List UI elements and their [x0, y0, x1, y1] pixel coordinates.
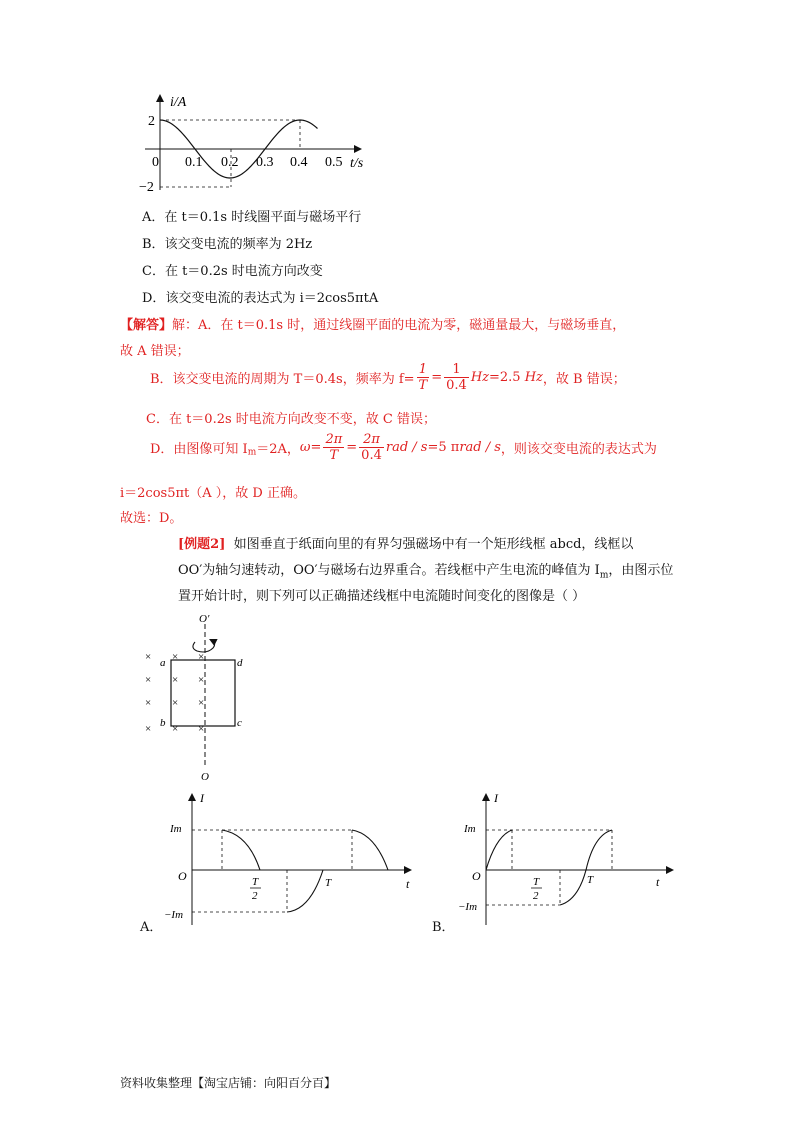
field-cross-9: ×: [145, 723, 152, 735]
x-tick-0.1: 0.1: [185, 155, 203, 170]
corner-a: a: [160, 657, 166, 669]
y-tick-2: 2: [148, 114, 155, 129]
graph-a: [160, 790, 420, 930]
example2-line2: OO′为轴匀速转动，OO′与磁场右边界重合。若线框中产生电流的峰值为 $I_m$，由图示位: [178, 563, 674, 581]
graph-b-y-label: I: [494, 791, 498, 805]
x-tick-0.2: 0.2: [221, 155, 239, 170]
answer-line-b: B．该交变电流的周期为 T＝0.4s，频率为 f= $\frac{1}{T}$ = $\frac{1}{0.4}$ Hz=2.5 Hz，故 B 错误；: [150, 362, 626, 393]
graph-a-x-label: t: [406, 877, 410, 891]
x-tick-0.4: 0.4: [290, 155, 308, 170]
graph-b-neg-im: −Im: [458, 901, 478, 913]
graph-b-half-t: T: [533, 876, 540, 888]
corner-b: b: [160, 717, 166, 729]
field-cross-1: ×: [172, 651, 179, 663]
graph-a-T: T: [325, 877, 332, 889]
corner-c: c: [237, 717, 242, 729]
option-a: A．在 t＝0.1s 时线圈平面与磁场平行: [142, 210, 362, 225]
graph-b-im: Im: [464, 823, 476, 835]
field-cross-8: ×: [198, 697, 205, 709]
graph-a-curve-2: [287, 870, 323, 912]
x-tick-0.5: 0.5: [325, 155, 343, 170]
graph-b-T: T: [587, 874, 594, 886]
answer-choice: 故选：D。: [120, 511, 183, 526]
field-cross-2: ×: [198, 651, 205, 663]
example2-line3: 置开始计时，则下列可以正确描述线框中电流随时间变化的图像是（ ）: [178, 589, 586, 604]
x-tick-0.3: 0.3: [256, 155, 274, 170]
current-time-graph: [135, 90, 385, 205]
field-cross-7: ×: [172, 697, 179, 709]
field-cross-5: ×: [198, 674, 205, 686]
coil-rectangle: [171, 660, 235, 726]
axis-label-bottom: O: [201, 771, 209, 783]
graph-a-label: A．: [140, 920, 163, 935]
answer-line-a: 【解答】解：A．在 t＝0.1s 时，通过线圈平面的电流为零，磁通量最大，与磁场垂直，: [120, 318, 626, 333]
answer-line-c: C．在 t＝0.2s 时电流方向改变不变，故 C 错误；: [146, 412, 436, 427]
field-cross-10: ×: [172, 723, 179, 735]
graph-b-curve-1: [486, 830, 512, 870]
graph-b-label: B．: [432, 920, 455, 935]
footer-text: 资料收集整理【淘宝店铺：向阳百分百】: [120, 1076, 337, 1090]
graph-a-curve-1: [222, 830, 260, 870]
axis-label-top: O′: [199, 613, 210, 625]
field-cross-4: ×: [172, 674, 179, 686]
coil-field-figure: [135, 610, 275, 785]
answer-line-d: D．由图像可知 $I_m=2A$，ω= $\frac{2\pi}{T}$ = $\frac{2\pi}{0.4}$ rad / s=5 πrad / s，则该交变电流的表达式为: [150, 432, 657, 463]
field-cross-6: ×: [145, 697, 152, 709]
graph-a-half-t: T: [252, 876, 259, 888]
field-cross-11: ×: [198, 723, 205, 735]
x-axis-label: t/s: [350, 156, 364, 171]
graph-a-y-label: I: [200, 791, 204, 805]
graph-b: [452, 790, 682, 930]
option-d: D．该交变电流的表达式为 i＝2cos5πtA: [142, 291, 379, 306]
graph-a-im: Im: [170, 823, 182, 835]
answer-line-d2: i＝2cos5πt（A ），故 D 正确。: [120, 486, 306, 501]
corner-d: d: [237, 657, 243, 669]
y-tick-neg2: −2: [139, 180, 154, 195]
answer-line-a2: 故 A 错误；: [120, 344, 190, 359]
graph-a-curve-3: [352, 830, 388, 870]
option-c: C．在 t＝0.2s 时电流方向改变: [142, 264, 323, 279]
graph-b-half-2: 2: [533, 890, 539, 902]
y-axis-label: i/A: [170, 95, 187, 110]
field-cross-3: ×: [145, 674, 152, 686]
graph-b-origin: O: [472, 869, 481, 883]
field-cross-0: ×: [145, 651, 152, 663]
graph-a-origin: O: [178, 869, 187, 883]
graph-b-curve-3: [586, 830, 612, 870]
graph-b-x-label: t: [656, 875, 660, 889]
example2-line1: [例题2] 如图垂直于纸面向里的有界匀强磁场中有一个矩形线框 abcd，线框以: [178, 537, 634, 552]
graph-b-curve-2: [560, 870, 586, 905]
x-tick-0: 0: [152, 155, 159, 170]
graph-a-half-2: 2: [252, 890, 258, 902]
option-b: B．该交变电流的频率为 2Hz: [142, 237, 313, 252]
graph-a-neg-im: −Im: [164, 909, 184, 921]
field-crosses: [145, 651, 204, 735]
